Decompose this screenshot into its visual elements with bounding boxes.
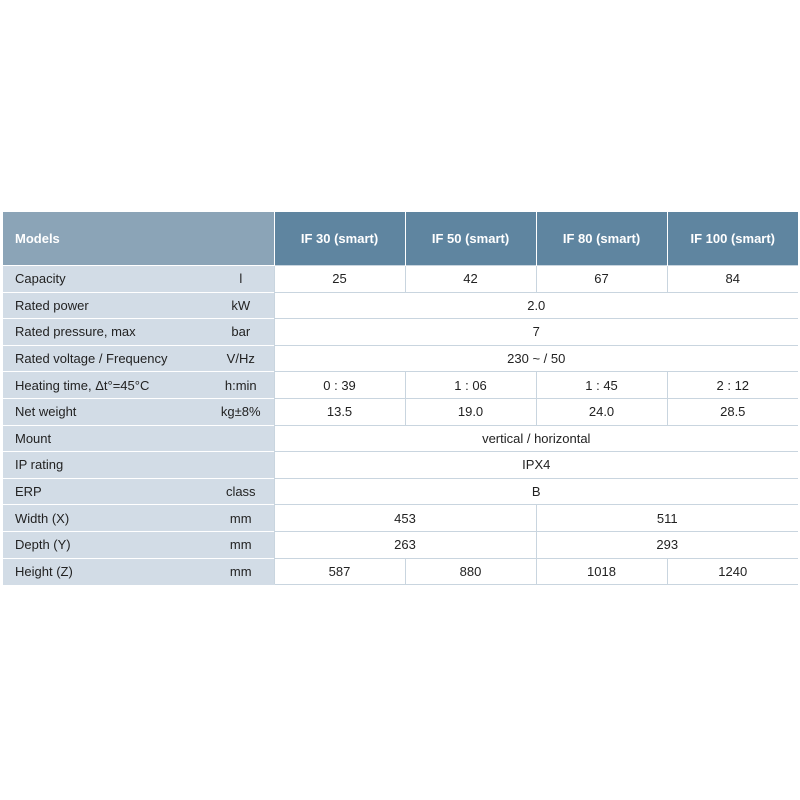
row-label: Heating time, Δt°=45°C [3,372,208,399]
cell-value: B [274,478,798,505]
row-unit: kW [208,292,274,319]
header-row [3,212,798,266]
cell-value: 2.0 [274,292,798,319]
cell-value: 19.0 [405,398,536,425]
cell-value: IPX4 [274,452,798,479]
row-rated-voltage [3,345,798,372]
row-unit: kg±8% [208,398,274,425]
row-label: Width (X) [3,505,208,532]
models-header: Models [3,212,274,266]
cell-value: 42 [405,266,536,293]
row-unit [208,452,274,479]
row-unit: mm [208,505,274,532]
model-header-if30: IF 30 (smart) [274,212,405,266]
cell-value: 28.5 [667,398,798,425]
row-height [3,558,798,585]
row-label: Rated power [3,292,208,319]
cell-value: 511 [536,505,798,532]
row-label: Height (Z) [3,558,208,585]
row-unit: mm [208,558,274,585]
model-header-if80: IF 80 (smart) [536,212,667,266]
cell-value: 13.5 [274,398,405,425]
cell-value: 453 [274,505,536,532]
row-unit: l [208,266,274,293]
row-unit: V/Hz [208,345,274,372]
cell-value: 1240 [667,558,798,585]
row-unit: h:min [208,372,274,399]
row-ip-rating [3,452,798,479]
row-heating-time [3,372,798,399]
cell-value: 84 [667,266,798,293]
row-label: Mount [3,425,208,452]
row-label: Net weight [3,398,208,425]
cell-value: 7 [274,319,798,346]
cell-value: 67 [536,266,667,293]
spec-table [3,212,798,585]
row-capacity [3,266,798,293]
row-rated-power [3,292,798,319]
cell-value: 0 : 39 [274,372,405,399]
cell-value: vertical / horizontal [274,425,798,452]
row-label: IP rating [3,452,208,479]
row-erp [3,478,798,505]
model-header-if50: IF 50 (smart) [405,212,536,266]
cell-value: 1 : 06 [405,372,536,399]
row-net-weight [3,398,798,425]
row-unit [208,425,274,452]
cell-value: 263 [274,531,536,558]
row-label: ERP [3,478,208,505]
model-header-if100: IF 100 (smart) [667,212,798,266]
row-depth [3,531,798,558]
spec-table-container [3,212,797,585]
row-label: Rated voltage / Frequency [3,345,208,372]
row-mount [3,425,798,452]
cell-value: 880 [405,558,536,585]
row-label: Depth (Y) [3,531,208,558]
row-label: Rated pressure, max [3,319,208,346]
cell-value: 230 ~ / 50 [274,345,798,372]
row-width [3,505,798,532]
row-label: Capacity [3,266,208,293]
row-unit: bar [208,319,274,346]
row-unit: mm [208,531,274,558]
cell-value: 2 : 12 [667,372,798,399]
cell-value: 1018 [536,558,667,585]
cell-value: 1 : 45 [536,372,667,399]
cell-value: 587 [274,558,405,585]
row-rated-pressure [3,319,798,346]
cell-value: 25 [274,266,405,293]
cell-value: 293 [536,531,798,558]
row-unit: class [208,478,274,505]
cell-value: 24.0 [536,398,667,425]
